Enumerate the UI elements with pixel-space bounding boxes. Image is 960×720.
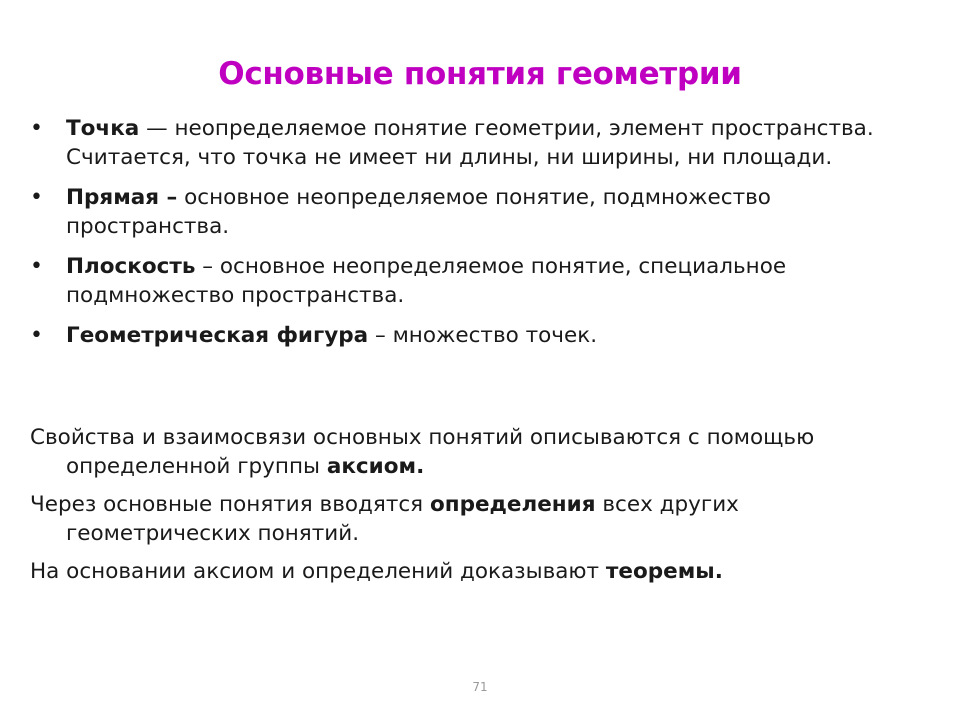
page-number: 71 [472,680,488,694]
term-point: Точка [66,116,140,141]
bullet-point [30,114,930,172]
paragraph-text: Свойства и взаимосвязи основных понятий описываются с помощью определенной группы [30,425,815,479]
bullet-icon: • [30,254,43,279]
definition-plane: – основное неопределяемое понятие, специальное подмножество пространства. [66,254,787,308]
keyword-axioms: аксиом. [326,454,425,479]
definitions-list [30,114,930,361]
paragraph-axioms [30,423,930,481]
definition-point: — неопределяемое понятие геометрии, элемент пространства. Считается, что точка не имеет ни длины, ни ширины, ни площади. [66,116,874,170]
explanation-block [30,423,930,595]
bullet-icon: • [30,323,43,348]
bullet-figure [30,321,930,350]
bullet-plane [30,252,930,310]
term-plane: Плоскость [66,254,196,279]
keyword-theorems: теоремы. [605,559,723,584]
definition-figure: – множество точек. [368,323,598,348]
paragraph-definitions [30,490,930,548]
bullet-icon: • [30,116,43,141]
definition-line: основное неопределяемое понятие, подмножество пространства. [66,185,771,239]
slide-title: Основные понятия геометрии [218,56,742,92]
paragraph-theorems [30,557,930,586]
term-line: Прямая – [66,185,178,210]
bullet-icon: • [30,185,43,210]
paragraph-text: всех других геометрических понятий. [66,492,739,546]
paragraph-text: Через основные понятия вводятся [30,492,430,517]
bullet-line [30,183,930,241]
keyword-definitions: определения [429,492,596,517]
paragraph-text: На основании аксиом и определений доказывают [30,559,606,584]
term-figure: Геометрическая фигура [66,323,369,348]
